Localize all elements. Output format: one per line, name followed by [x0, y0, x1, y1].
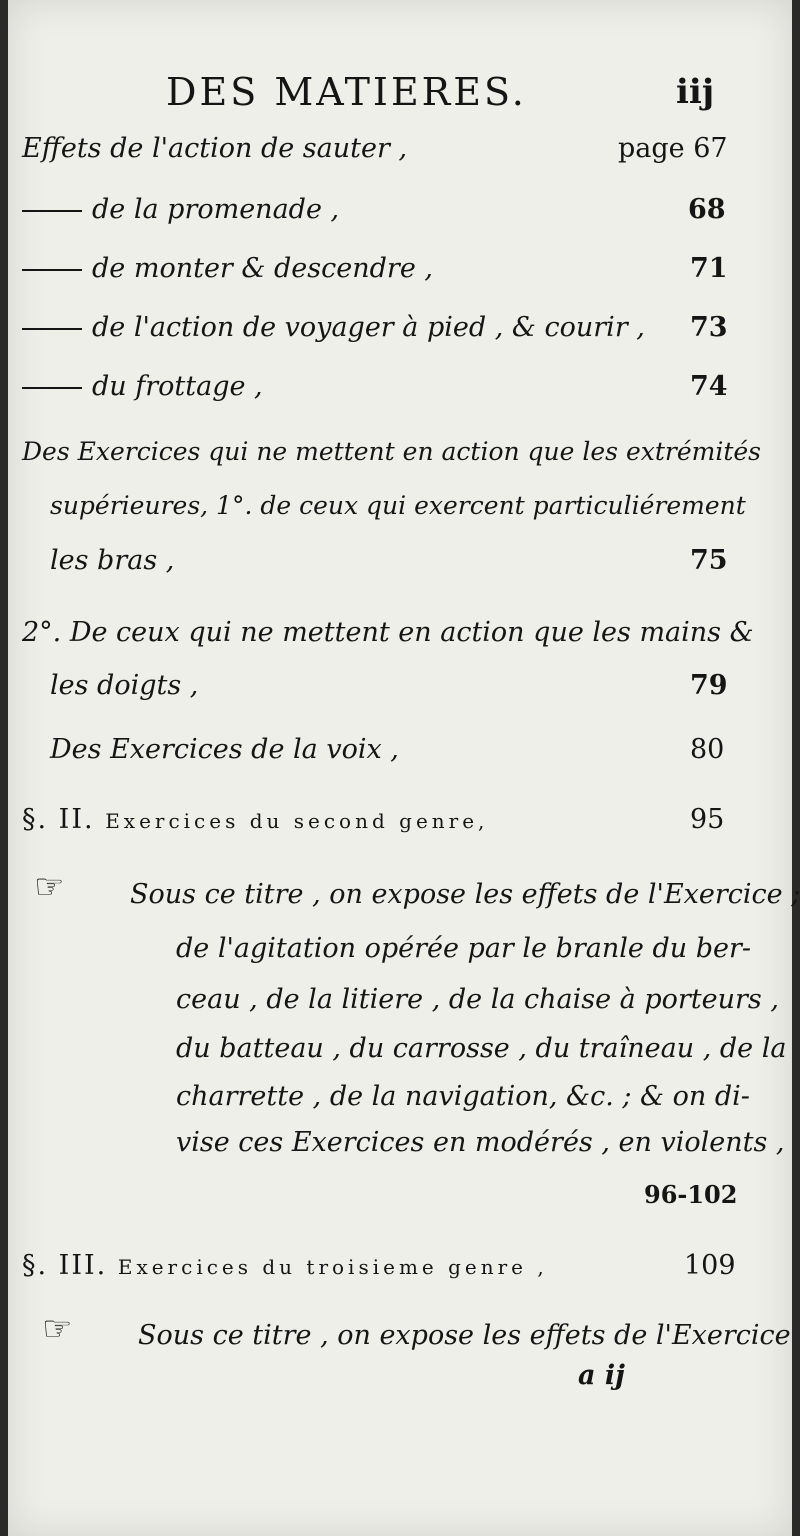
toc-entry-page: 71: [690, 253, 728, 284]
toc-entry-page: 109: [684, 1250, 736, 1281]
toc-entry-page: 80: [690, 734, 725, 765]
toc-entry-text: supérieures, 1°. de ceux qui exercent particuliérement: [50, 491, 746, 520]
toc-entry-page: 75: [690, 545, 728, 576]
dash-rule: [22, 269, 82, 271]
toc-entry-text: les bras ,: [50, 545, 175, 576]
toc-entry-page: 74: [690, 371, 728, 402]
toc-entry-page: 68: [688, 194, 726, 225]
toc-entry-text: 2°. De ceux qui ne mettent en action que les mains &: [22, 617, 754, 648]
toc-entry-text: de monter & descendre ,: [92, 253, 433, 284]
toc-entry-page: page 67: [618, 133, 728, 164]
section-title: Exercices du second genre,: [105, 809, 489, 833]
dash-rule: [22, 210, 82, 212]
toc-entry-text: Effets de l'action de sauter ,: [22, 133, 408, 164]
dash-rule: [22, 328, 82, 330]
toc-entry-page: 95: [690, 804, 725, 835]
toc-entry-text: Des Exercices de la voix ,: [50, 734, 399, 765]
pointing-hand-icon: ☞: [34, 867, 65, 907]
pointing-hand-icon: ☞: [42, 1309, 73, 1349]
toc-entry-text: les doigts ,: [50, 670, 199, 701]
toc-entry-page: 79: [690, 670, 728, 701]
signature-mark: a ij: [578, 1360, 625, 1391]
section-title: Exercices du troisieme genre ,: [117, 1255, 548, 1279]
toc-entry-page: 96-102: [644, 1180, 738, 1209]
toc-entry-text: Des Exercices qui ne mettent en action que les extrémités: [22, 437, 762, 466]
book-page: DES MATIERES. iij Effets de l'action de sauter , page 67 de la promenade , 68 de monter & descendre , 71 de l'action de voyager à pied , & courir , 73 du frottage , 74 Des Exercices qui ne mettent en action que les extrémités supérieures, 1°. de ceux qui exercent particuliérement les bras , 75 2°. De ceux qui ne mettent en action que les mains & les doigts , 79 Des Exercices de la voix , 80 §. II. Exercices du second genre, 95 ☞ Sous ce titre , on expose les effets de l'Exercice ; de l'agitation opérée par le branle du ber- ceau , de la litiere , de la chaise à porteurs , du batteau , du carrosse , du traîneau , de la charrette , de la navigation, &c. ; & on di- vise ces Exercices en modérés , en violents , 96-102 §. III. Exercices du troisieme genre , 109 ☞ Sous ce titre , on expose les effets de l'Exercice a ij: [8, 0, 792, 1536]
page-title: DES MATIERES.: [166, 70, 527, 114]
toc-entry-text: du frottage ,: [92, 371, 263, 402]
toc-entry-text: de la promenade ,: [92, 194, 340, 225]
toc-entry-page: 73: [690, 312, 728, 343]
folio: iij: [676, 72, 715, 112]
section-number: §. III.: [22, 1250, 108, 1281]
dash-rule: [22, 387, 82, 389]
section-number: §. II.: [22, 804, 95, 835]
toc-entry-text: de l'action de voyager à pied , & courir ,: [92, 312, 645, 343]
